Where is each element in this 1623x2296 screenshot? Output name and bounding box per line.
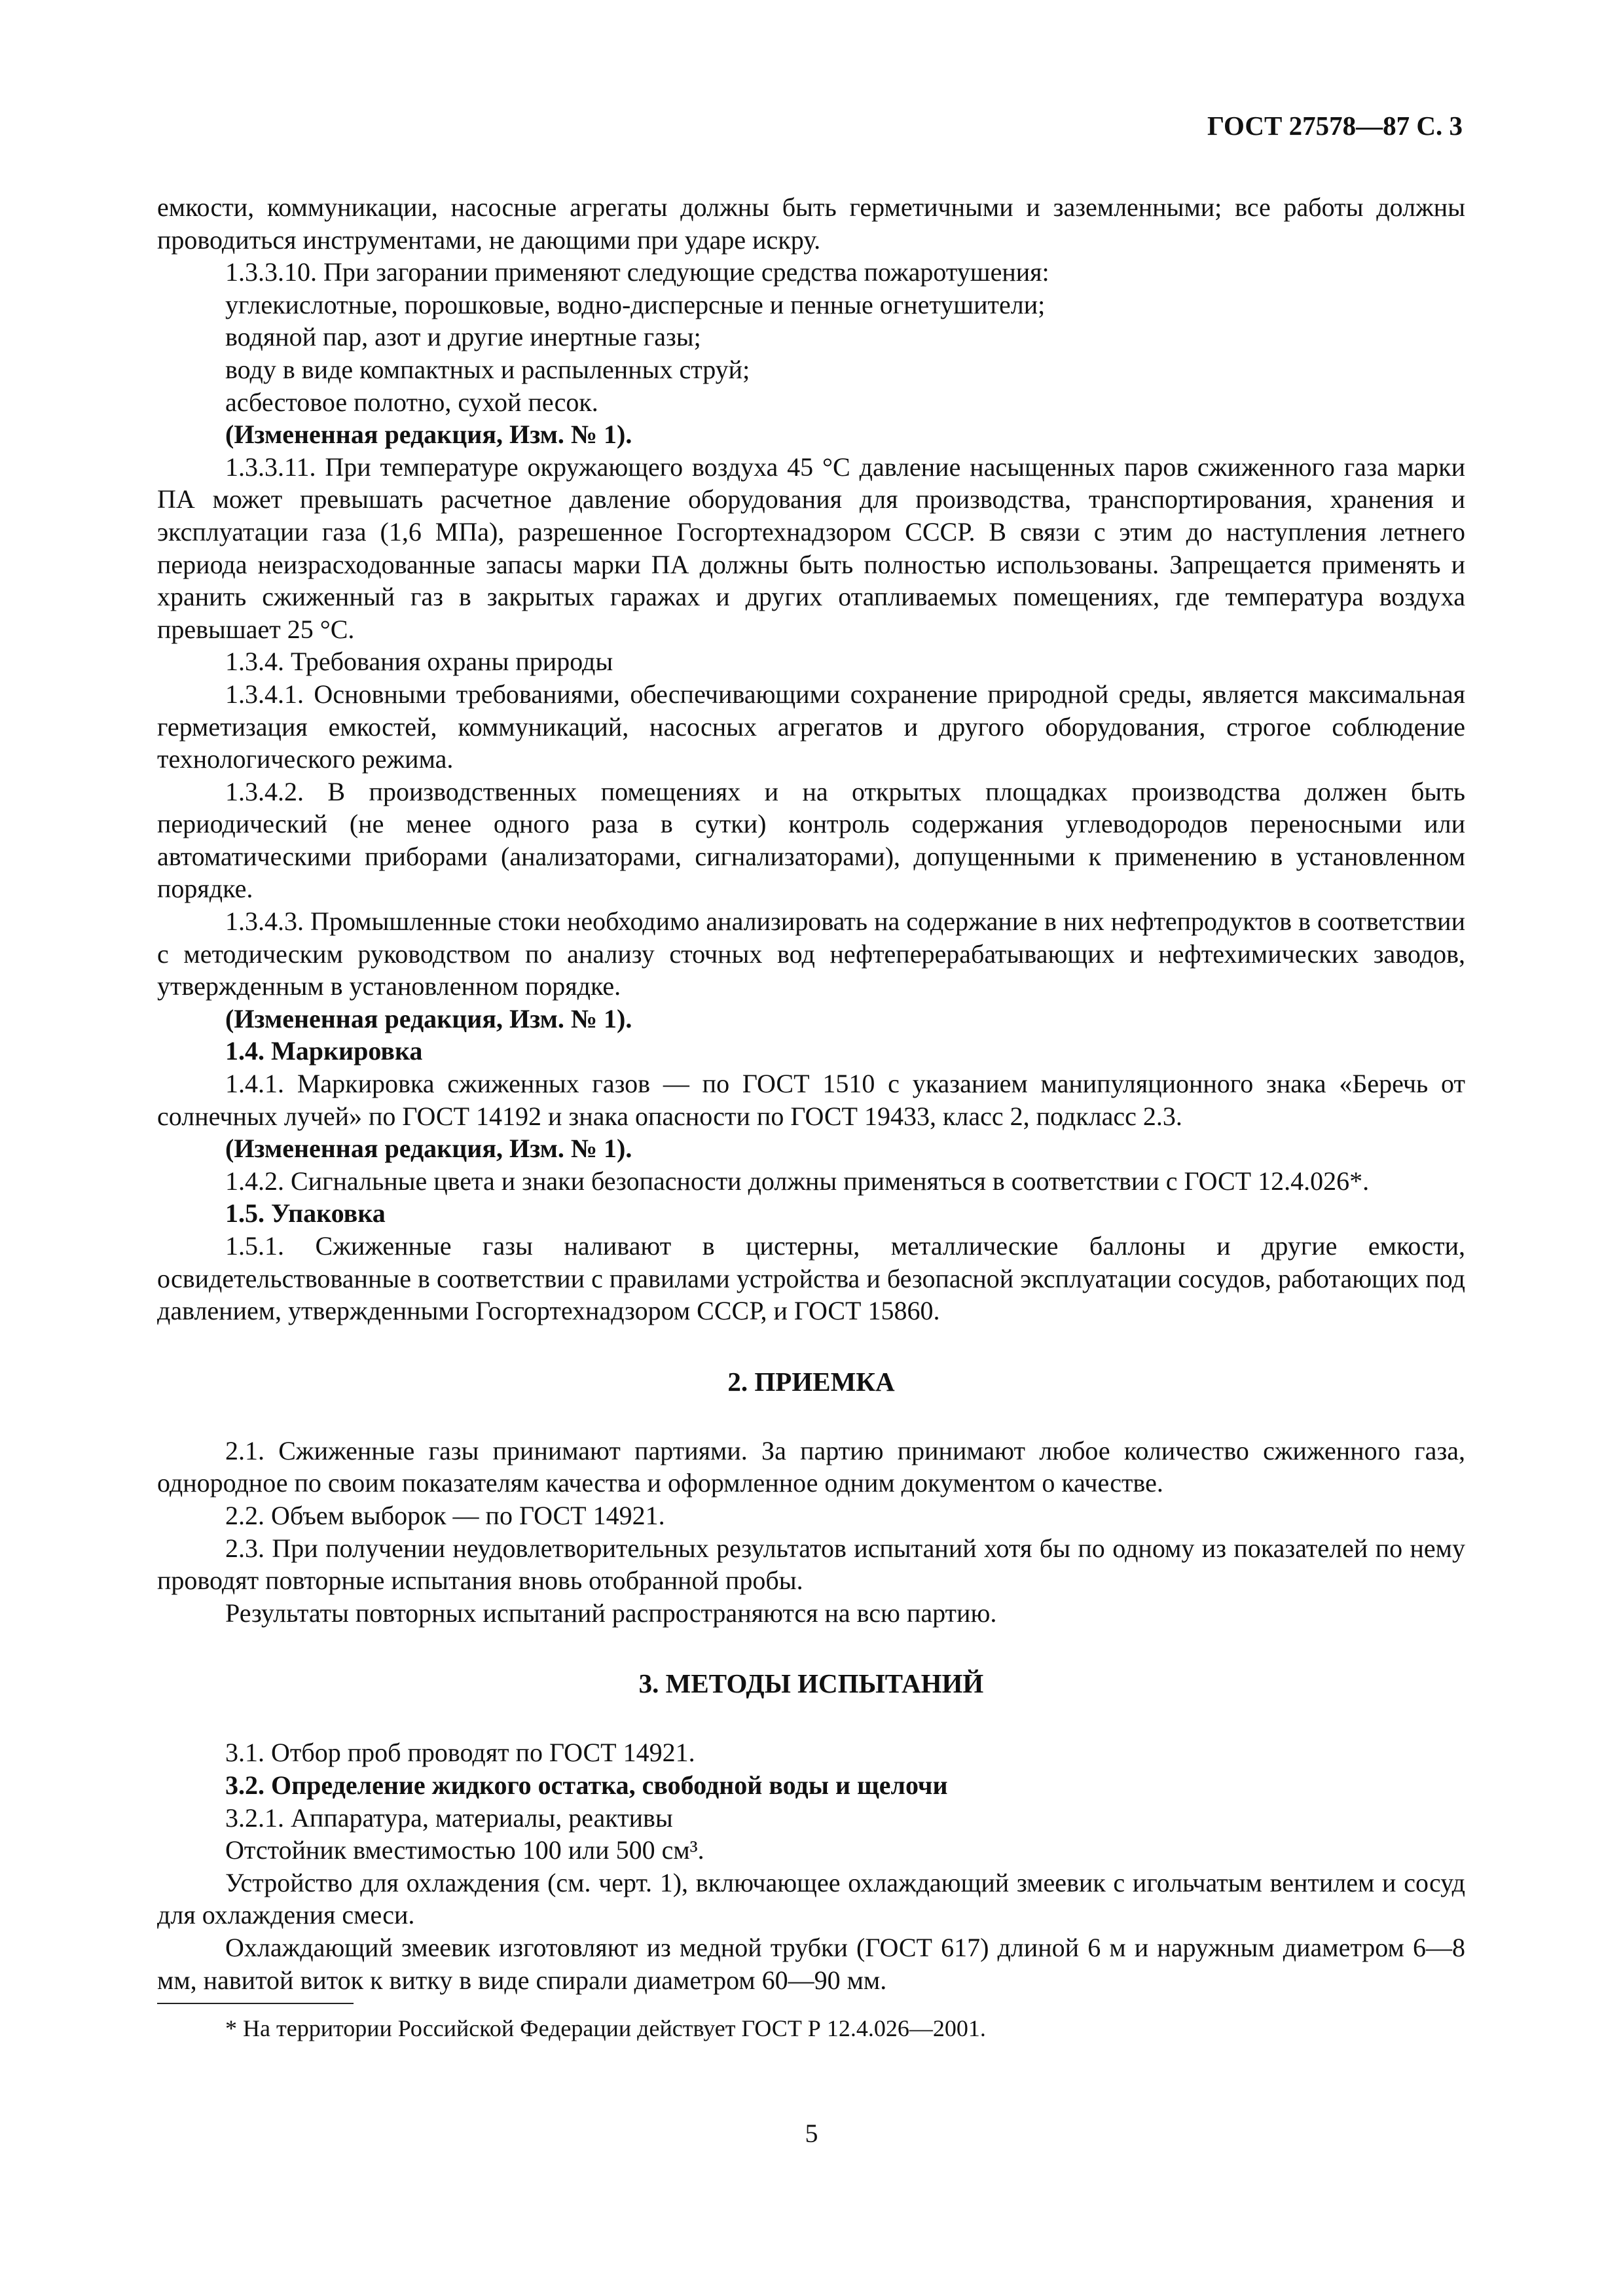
footnote-rule	[157, 2003, 354, 2004]
paragraph: воду в виде компактных и распыленных струй;	[225, 354, 750, 384]
paragraph: Охлаждающий змеевик изготовляют из медной трубки (ГОСТ 617) длиной 6 м и наружным диаметром 6—8 мм, навитой виток к витку в виде спирали диаметром 60—90 мм.	[157, 1932, 1465, 1995]
paragraph: 3.1. Отбор проб проводят по ГОСТ 14921.	[225, 1738, 695, 1768]
section-heading: 3. МЕТОДЫ ИСПЫТАНИЙ	[638, 1668, 984, 1699]
paragraph: 1.3.3.11. При температуре окружающего воздуха 45 °С давление насыщенных паров сжиженного газа марки ПА может превышать расчетное давление оборудования для производства, транспортирования, хранения и эксплуатации газа (1,6 МПа), разрешенное Госгортехнадзором СССР. В связи с этим до наступления летнего периода неизрасходованные запасы марки ПА должны быть полностью использованы. Запрещается применять и хранить сжиженный газ в закрытых гаражах и других отапливаемых помещениях, где температура воздуха превышает 25 °С.	[157, 452, 1465, 644]
paragraph: 2.1. Сжиженные газы принимают партиями. За партию принимают любое количество сжиженного газа, однородное по своим показателям качества и оформленное одним документом о качестве.	[157, 1435, 1465, 1498]
paragraph: (Измененная редакция, Изм. № 1).	[225, 1134, 632, 1164]
paragraph: 1.3.4.2. В производственных помещениях и на открытых площадках производства должен быть периодический (не менее одного раза в сутки) контроль содержания углеводородов переносными или автоматическими приборами (анализаторами, сигнализаторами), допущенными к применению в установленном порядке.	[157, 776, 1465, 904]
document-body	[157, 191, 1465, 1996]
paragraph: 1.5.1. Сжиженные газы наливают в цистерны, металлические баллоны и другие емкости, освидетельствованные в соответствии с правилами устройства и безопасной эксплуатации сосудов, работающих под давлением, утвержденными Госгортехнадзором СССР, и ГОСТ 15860.	[157, 1231, 1465, 1326]
paragraph: 3.2. Определение жидкого остатка, свободной воды и щелочи	[225, 1770, 948, 1800]
paragraph: Результаты повторных испытаний распространяются на всю партию.	[225, 1598, 997, 1628]
paragraph: 1.4. Маркировка	[225, 1036, 423, 1066]
paragraph: 2.2. Объем выборок — по ГОСТ 14921.	[225, 1500, 665, 1530]
paragraph: асбестовое полотно, сухой песок.	[225, 387, 598, 417]
paragraph: Отстойник вместимостью 100 или 500 см³.	[225, 1835, 704, 1865]
paragraph: 2.3. При получении неудовлетворительных результатов испытаний хотя бы по одному из показателей по нему проводят повторные испытания вновь отобранной пробы.	[157, 1533, 1465, 1596]
paragraph: 1.3.4.1. Основными требованиями, обеспечивающими сохранение природной среды, является максимальная герметизация емкостей, коммуникаций, насосных агрегатов и другого оборудования, строгое соблюдение технологического режима.	[157, 679, 1465, 774]
paragraph: емкости, коммуникации, насосные агрегаты должны быть герметичными и заземленными; все работы должны проводиться инструментами, не дающими при ударе искру.	[157, 192, 1465, 255]
page-number: 5	[805, 2119, 818, 2148]
paragraph: 1.4.2. Сигнальные цвета и знаки безопасности должны применяться в соответствии с ГОСТ 12.4.026*.	[225, 1166, 1370, 1196]
footnote: * На территории Российской Федерации действует ГОСТ Р 12.4.026—2001.	[225, 2015, 986, 2041]
section-heading: 2. ПРИЕМКА	[727, 1366, 895, 1397]
paragraph: 3.2.1. Аппаратура, материалы, реактивы	[225, 1803, 673, 1833]
paragraph: (Измененная редакция, Изм. № 1).	[225, 1003, 632, 1033]
running-head: ГОСТ 27578—87 С. 3	[1207, 111, 1463, 141]
paragraph: водяной пар, азот и другие инертные газы;	[225, 322, 701, 352]
paragraph: углекислотные, порошковые, водно-дисперсные и пенные огнетушители;	[225, 289, 1046, 319]
paragraph: Устройство для охлаждения (см. черт. 1), включающее охлаждающий змеевик с игольчатым вентилем и сосуд для охлаждения смеси.	[157, 1867, 1465, 1930]
paragraph: 1.5. Упаковка	[225, 1198, 386, 1229]
paragraph: 1.4.1. Маркировка сжиженных газов — по ГОСТ 1510 с указанием манипуляционного знака «Беречь от солнечных лучей» по ГОСТ 14192 и знака опасности по ГОСТ 19433, класс 2, подкласс 2.3.	[157, 1069, 1465, 1131]
paragraph: 1.3.3.10. При загорании применяют следующие средства пожаротушения:	[225, 257, 1049, 287]
paragraph: 1.3.4. Требования охраны природы	[225, 647, 613, 677]
paragraph: 1.3.4.3. Промышленные стоки необходимо анализировать на содержание в них нефтепродуктов в соответствии с методическим руководством по анализу сточных вод нефтеперерабатывающих и нефтехимических заводов, утвержденным в установленном порядке.	[157, 906, 1465, 1001]
paragraph: (Измененная редакция, Изм. № 1).	[225, 420, 632, 450]
